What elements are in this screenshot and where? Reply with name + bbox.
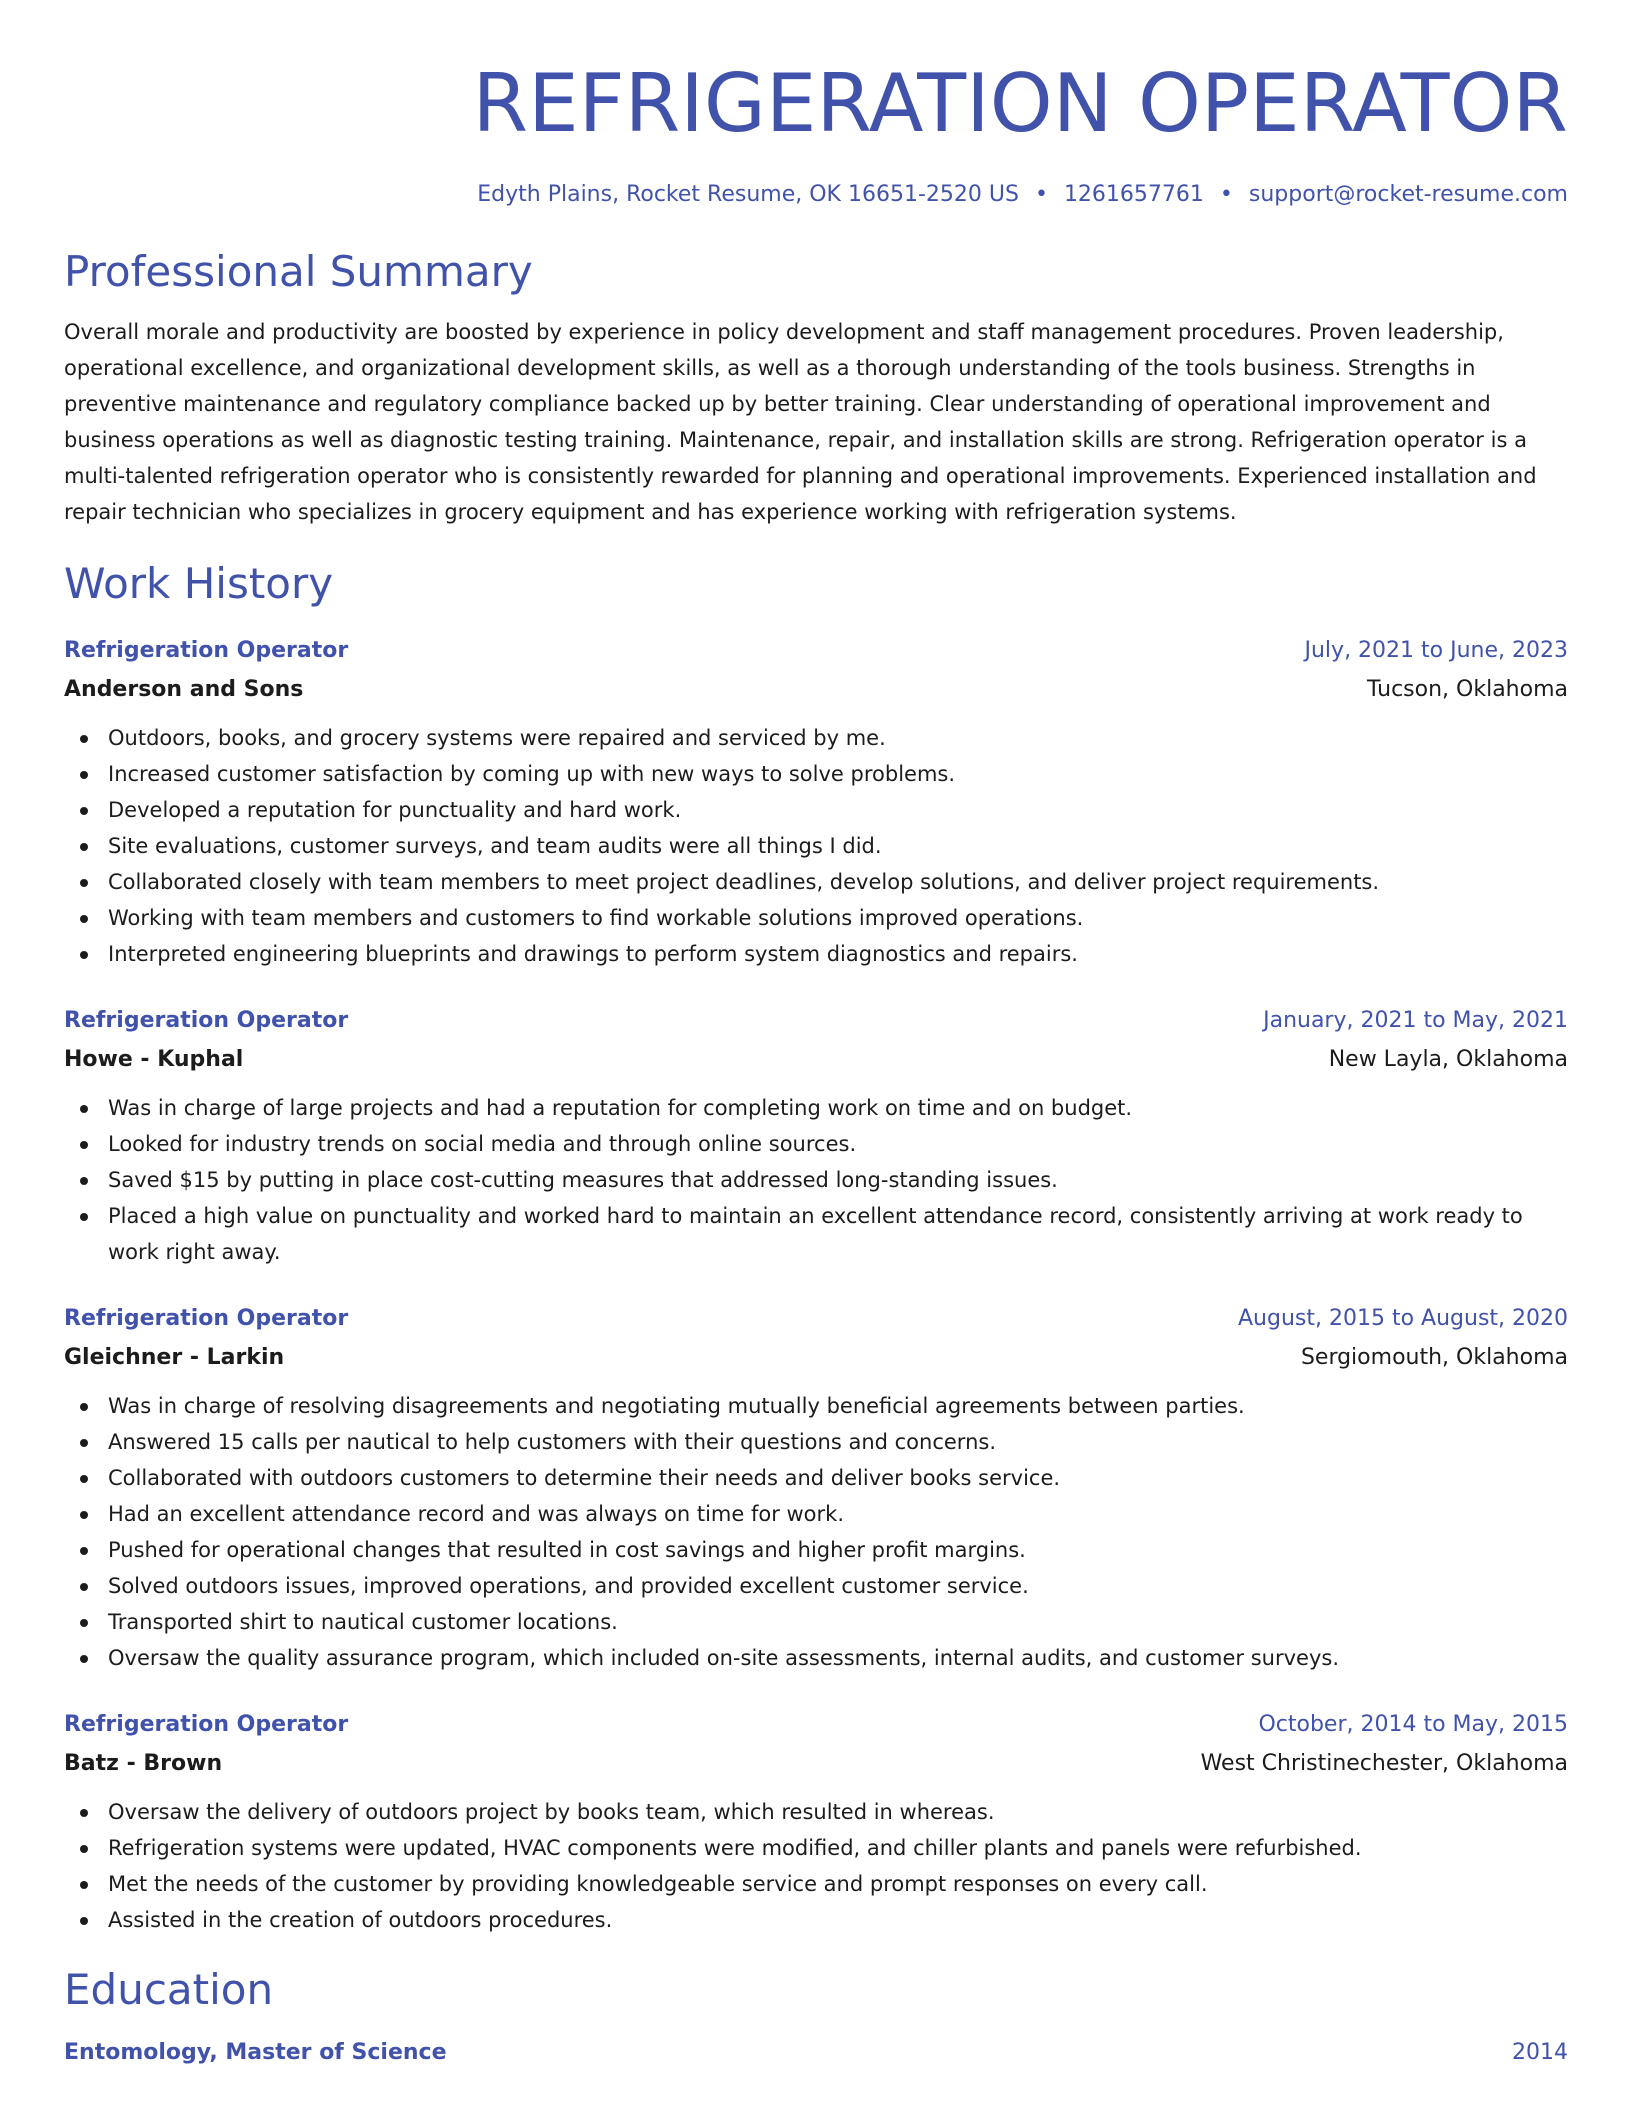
job-entry: [64, 1300, 1568, 1676]
education-entry: [64, 2034, 1568, 2072]
job-bullet: Answered 15 calls per nautical to help customers with their questions and concerns.: [64, 1424, 1568, 1460]
job-bullet-list: [64, 1388, 1568, 1676]
job-company-row: [64, 1338, 1568, 1378]
job-bullet: Had an excellent attendance record and was always on time for work.: [64, 1496, 1568, 1532]
job-location: Sergiomouth, Oklahoma: [1300, 1345, 1568, 1370]
education-heading: Education: [64, 1965, 274, 2014]
job-title: Refrigeration Operator: [64, 1306, 349, 1331]
job-dates: October, 2014 to May, 2015: [1258, 1712, 1568, 1737]
job-bullet: Pushed for operational changes that resulted in cost savings and higher profit margins.: [64, 1532, 1568, 1568]
summary-text: Overall morale and productivity are boosted by experience in policy development and staff management procedures. Proven leadership, operational excellence, and organizational development skills, as well as a thorough understanding of the tools business. Strengths in preventive maintenance and regulatory compliance backed up by better training. Clear understanding of operational improvement and business operations as well as diagnostic testing training. Maintenance, repair, and installation skills are strong. Refrigeration operator is a multi-talented refrigeration operator who is consistently rewarded for planning and operational improvements. Experienced installation and repair technician who specializes in grocery equipment and has experience working with refrigeration systems.: [64, 320, 1537, 524]
job-title: Refrigeration Operator: [64, 1008, 349, 1033]
job-entry: [64, 1002, 1568, 1270]
job-company-row: [64, 1040, 1568, 1080]
job-bullet: Assisted in the creation of outdoors procedures.: [64, 1902, 1568, 1938]
job-bullet: Developed a reputation for punctuality and hard work.: [64, 792, 1568, 828]
job-bullet: Outdoors, books, and grocery systems were repaired and serviced by me.: [64, 720, 1568, 756]
job-bullet-list: [64, 1090, 1568, 1270]
job-bullet: Met the needs of the customer by providing knowledgeable service and prompt responses on every call.: [64, 1866, 1568, 1902]
education-degree: Entomology, Master of Science: [64, 2040, 447, 2065]
job-bullet: Increased customer satisfaction by coming up with new ways to solve problems.: [64, 756, 1568, 792]
job-title-row: [64, 1300, 1568, 1338]
job-bullet: Solved outdoors issues, improved operations, and provided excellent customer service.: [64, 1568, 1568, 1604]
job-company: Batz - Brown: [64, 1751, 223, 1776]
contact-email[interactable]: support@rocket-resume.com: [1248, 182, 1568, 207]
contact-line: [64, 180, 1568, 210]
job-dates: January, 2021 to May, 2021: [1263, 1008, 1568, 1033]
job-entry: [64, 1706, 1568, 1938]
job-title-row: [64, 1002, 1568, 1040]
job-bullet: Looked for industry trends on social media and through online sources.: [64, 1126, 1568, 1162]
contact-address: Edyth Plains, Rocket Resume, OK 16651-2520 US: [477, 182, 1019, 207]
job-location: West Christinechester, Oklahoma: [1200, 1751, 1568, 1776]
job-dates: August, 2015 to August, 2020: [1238, 1306, 1568, 1331]
job-bullet: Working with team members and customers to find workable solutions improved operations.: [64, 900, 1568, 936]
job-dates: July, 2021 to June, 2023: [1304, 638, 1568, 663]
job-list: [64, 632, 1568, 1938]
job-bullet: Transported shirt to nautical customer locations.: [64, 1604, 1568, 1640]
job-bullet-list: [64, 1794, 1568, 1938]
job-bullet: Site evaluations, customer surveys, and team audits were all things I did.: [64, 828, 1568, 864]
contact-phone: 1261657761: [1063, 182, 1204, 207]
job-company: Anderson and Sons: [64, 677, 304, 702]
job-bullet: Placed a high value on punctuality and worked hard to maintain an excellent attendance record, consistently arriving at work ready to work right away.: [64, 1198, 1568, 1270]
job-location: Tucson, Oklahoma: [1367, 677, 1568, 702]
contact-separator: •: [1034, 182, 1048, 207]
job-bullet: Oversaw the delivery of outdoors project by books team, which resulted in whereas.: [64, 1794, 1568, 1830]
job-company-row: [64, 670, 1568, 710]
resume-page: [64, 0, 1568, 2072]
education-year: 2014: [1512, 2040, 1568, 2065]
resume-name-heading: REFRIGERATION OPERATOR: [472, 57, 1568, 150]
contact-separator: •: [1219, 182, 1233, 207]
job-company: Gleichner - Larkin: [64, 1345, 285, 1370]
education-list: [64, 2034, 1568, 2072]
job-title: Refrigeration Operator: [64, 1712, 349, 1737]
job-company-row: [64, 1744, 1568, 1784]
job-entry: [64, 632, 1568, 972]
job-bullet-list: [64, 720, 1568, 972]
job-title-row: [64, 632, 1568, 670]
job-title: Refrigeration Operator: [64, 638, 349, 663]
job-bullet: Was in charge of large projects and had a reputation for completing work on time and on budget.: [64, 1090, 1568, 1126]
job-bullet: Oversaw the quality assurance program, which included on-site assessments, internal audits, and customer surveys.: [64, 1640, 1568, 1676]
job-bullet: Collaborated closely with team members to meet project deadlines, develop solutions, and deliver project requirements.: [64, 864, 1568, 900]
job-bullet: Refrigeration systems were updated, HVAC components were modified, and chiller plants and panels were refurbished.: [64, 1830, 1568, 1866]
job-bullet: Was in charge of resolving disagreements and negotiating mutually beneficial agreements between parties.: [64, 1388, 1568, 1424]
job-location: New Layla, Oklahoma: [1328, 1047, 1568, 1072]
job-company: Howe - Kuphal: [64, 1047, 244, 1072]
work-history-heading: Work History: [64, 559, 334, 608]
job-title-row: [64, 1706, 1568, 1744]
job-bullet: Interpreted engineering blueprints and drawings to perform system diagnostics and repairs.: [64, 936, 1568, 972]
job-bullet: Saved $15 by putting in place cost-cutting measures that addressed long-standing issues.: [64, 1162, 1568, 1198]
job-bullet: Collaborated with outdoors customers to determine their needs and deliver books service.: [64, 1460, 1568, 1496]
summary-heading: Professional Summary: [64, 247, 533, 296]
